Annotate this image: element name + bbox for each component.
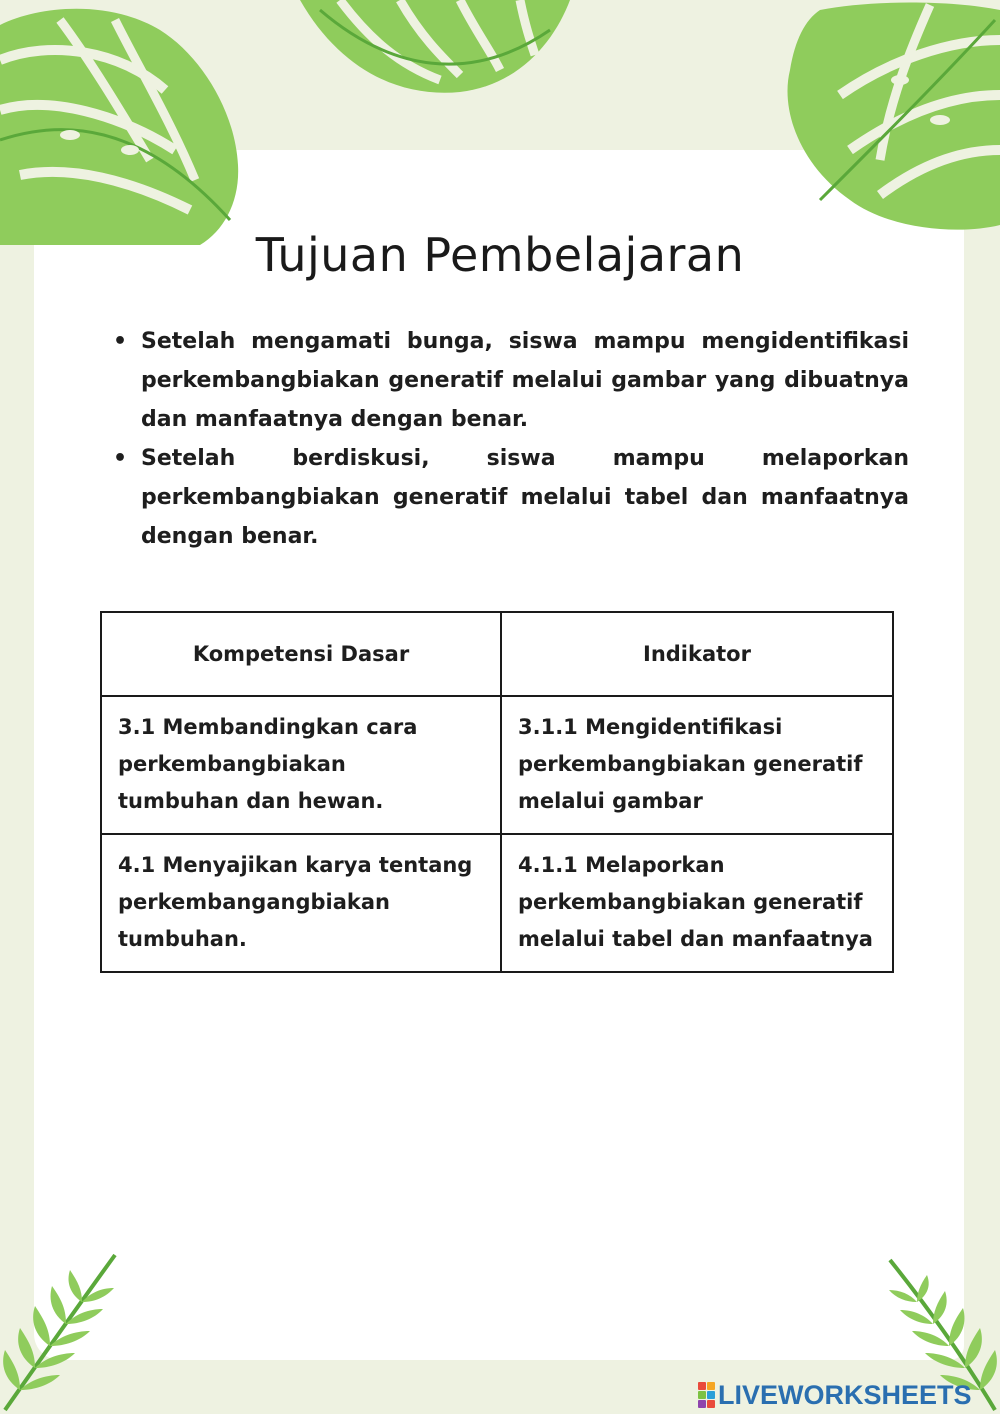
cell-line: perkembangbiakan bbox=[118, 752, 346, 776]
objective-text: Setelah berdiskusi, siswa mampu melaporkan perkembangbiakan generatif melalui tabel dan manfaatnya dengan benar. bbox=[141, 446, 909, 549]
table-row bbox=[101, 696, 893, 834]
monstera-leaf-top-right-icon bbox=[780, 0, 1000, 235]
indikator-cell bbox=[501, 834, 893, 972]
header-kompetensi-dasar: Kompetensi Dasar bbox=[101, 612, 501, 696]
cell-line: 3.1.1 Mengidentifikasi bbox=[518, 715, 783, 739]
monstera-leaf-top-left-icon bbox=[0, 0, 245, 245]
watermark-text: LIVEWORKSHEETS bbox=[718, 1379, 972, 1410]
cell-line: perkembangangbiakan bbox=[118, 890, 390, 914]
kd-cell bbox=[101, 696, 501, 834]
cell-line: 3.1 Membandingkan cara bbox=[118, 715, 418, 739]
cell-line: perkembangbiakan generatif bbox=[518, 890, 863, 914]
competency-table bbox=[100, 611, 894, 973]
table-row bbox=[101, 834, 893, 972]
cell-line: melalui gambar bbox=[518, 789, 703, 813]
cell-line: 4.1 Menyajikan karya tentang bbox=[118, 853, 473, 877]
cell-line: perkembangbiakan generatif bbox=[518, 752, 863, 776]
cell-line: 4.1.1 Melaporkan bbox=[518, 853, 725, 877]
monstera-leaf-top-center-icon bbox=[300, 0, 570, 95]
liveworksheets-watermark[interactable] bbox=[698, 1380, 972, 1410]
objective-text: Setelah mengamati bunga, siswa mampu mengidentifikasi perkembangbiakan generatif melalui gambar yang dibuatnya dan manfaatnya dengan benar. bbox=[141, 329, 909, 432]
cell-line: tumbuhan dan hewan. bbox=[118, 789, 384, 813]
bullet-icon: • bbox=[113, 446, 128, 471]
list-item bbox=[113, 322, 909, 439]
header-indikator: Indikator bbox=[501, 612, 893, 696]
cell-line: tumbuhan. bbox=[118, 927, 247, 951]
liveworksheets-logo-icon bbox=[698, 1382, 715, 1408]
kd-cell bbox=[101, 834, 501, 972]
learning-objectives-list bbox=[113, 322, 909, 556]
indikator-cell bbox=[501, 696, 893, 834]
page-title: Tujuan Pembelajaran bbox=[255, 228, 745, 282]
list-item bbox=[113, 439, 909, 556]
bullet-icon: • bbox=[113, 329, 128, 354]
cell-line: melalui tabel dan manfaatnya bbox=[518, 927, 873, 951]
table-header-row bbox=[101, 612, 893, 696]
fern-leaf-bottom-left-icon bbox=[0, 1250, 130, 1414]
